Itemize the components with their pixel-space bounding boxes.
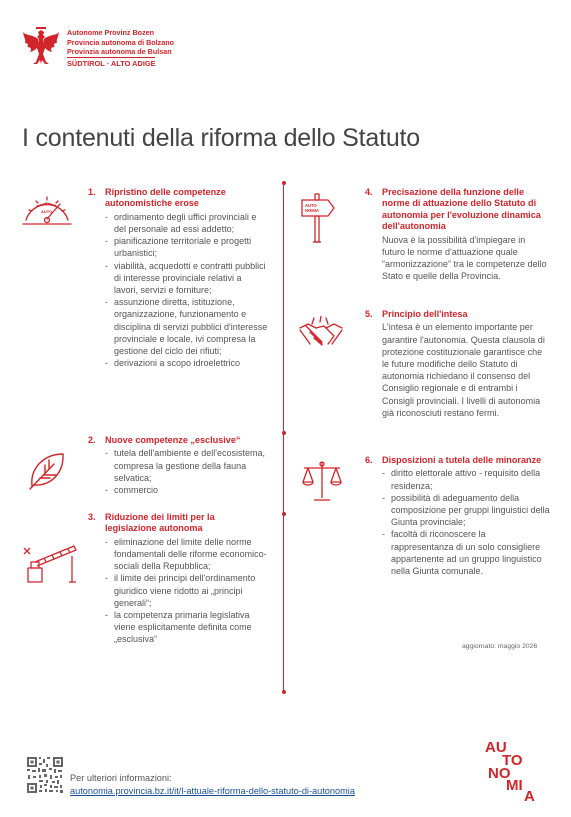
section-number: 3. [88,512,96,522]
section-5-text: L'intesa è un elemento importante per garantire l'autonomia. Questa clausola di protezione costituzionale garantisce che le future modifiche dello Statuto di autonomia richiedano il consenso del Consiglio regionale e di entrambi i Consigli provinciali. I livelli di autonomia già riconosciuti restano fermi. [382,322,545,418]
section-3-list [105,536,268,646]
section-1-heading [88,187,268,210]
more-info-label: Per ulteriori informazioni: [70,773,172,783]
section-number: 4. [365,187,373,197]
divider-dot [282,512,286,516]
divider-dot [282,181,286,185]
section-number: 2. [88,435,96,445]
section-6 [365,455,550,577]
province-name-lad: Provinzia autonoma de Bulsan [67,47,172,57]
list-item: - diritto elettorale attivo - requisito della residenza; [382,467,550,491]
barrier-gate-icon [22,540,78,584]
handshake-icon [298,316,344,354]
section-title: Principio dell'intesa [382,309,468,319]
scales-of-justice-icon [300,458,344,504]
section-title: Nuove competenze „esclusive“ [105,435,241,445]
section-number: 5. [365,309,373,319]
updated-date: aggiornato: maggio 2026 [462,643,538,650]
svg-text:AUTO: AUTO [305,203,317,208]
section-2-list [105,447,268,496]
list-item: - il limite dei principi dell'ordinamento giuridico viene ridotto ai „principi generali“; [105,572,268,609]
province-name-de: Autonome Provinz Bozen [67,28,155,37]
column-divider [283,184,284,692]
list-item: - commercio [105,484,268,496]
list-item: - assunzione diretta, istituzione, organizzazione, funzionamento e disciplina di servizi pubblici d'interesse provinciale e locale, ivi compresa la gestione del ciclo dei rifiuti; [105,296,268,357]
section-number: 6. [365,455,373,465]
section-4-text: Nuova è la possibilità d'impiegare in futuro le norme d'attuazione quale “armonizzazione” tra le competenze dello Stato e quelle della Provincia. [382,234,547,282]
section-number: 1. [88,187,96,197]
list-item: - pianificazione territoriale e progetti urbanistici; [105,235,268,259]
signpost-icon [298,186,338,244]
section-1 [88,187,268,369]
section-4 [365,187,550,282]
list-item: - facoltà di riconoscere la rappresentanza di un solo consigliere appartenente ad un gruppo linguistico nella Giunta comunale. [382,528,550,577]
divider-dot [282,431,286,435]
section-5-heading [365,309,550,320]
section-3 [88,512,268,646]
header-divider [67,57,155,58]
section-6-heading [365,455,550,466]
autonomia-logo [484,738,546,802]
eagle-coat-of-arms-icon [22,26,60,68]
section-6-list [382,467,550,577]
speedometer-icon [20,186,74,230]
section-2 [88,435,268,496]
list-item: - ordinamento degli uffici provinciali e del personale ad essi addetto; [105,211,268,235]
section-title: Riduzione dei limiti per la legislazione autonoma [105,512,215,534]
logo-letters: A [524,788,535,802]
section-1-list [105,211,268,370]
more-info-link[interactable]: autonomia.provincia.bz.it/it/l-attuale-riforma-dello-statuto-di-autonomia [70,786,355,796]
section-title: Ripristino delle competenze autonomistiche erose [105,187,226,209]
list-item: - la competenza primaria legislativa viene esplicitamente definita come „esclusiva“ [105,609,268,646]
list-item: - viabilità, acquedotti e contratti pubblici di interesse provinciale relativi a lavori, servizi e forniture; [105,260,268,297]
logo-letters: NO [488,765,511,782]
section-3-heading [88,512,268,535]
leaf-icon [26,450,68,492]
logo-letters: TO [502,752,523,769]
province-name-it: Provincia autonoma di Bolzano [67,37,175,47]
region-name: SÜDTIROL · ALTO ADIGE [67,59,156,68]
list-item: - possibilità di adeguamento della composizione per gruppi linguistici della Giunta provinciale; [382,492,550,529]
list-item: - derivazioni a scopo idroelettrico [105,357,268,369]
page-title: I contenuti della riforma dello Statuto [22,124,420,152]
list-item: - tutela dell'ambiente e dell'ecosistema, compresa la gestione della fauna selvatica; [105,447,268,484]
list-item: - eliminazione del limite delle norme fondamentali delle riforme economico-sociali della Repubblica; [105,536,268,573]
section-title: Disposizioni a tutela delle minoranze [382,455,542,465]
svg-text:AUTO: AUTO [41,209,53,214]
section-4-heading [365,187,550,233]
section-title: Precisazione della funzione delle norme di attuazione dello Statuto di autonomia per l'evoluzione dinamica dell'autonomia [382,187,541,232]
section-2-heading [88,435,268,446]
logo-letters: MI [506,777,523,794]
divider-dot [282,690,286,694]
logo-letters: AU [485,739,507,756]
qr-code-icon[interactable] [26,756,64,794]
svg-text:NOMIA: NOMIA [305,208,319,213]
section-5 [365,309,550,419]
